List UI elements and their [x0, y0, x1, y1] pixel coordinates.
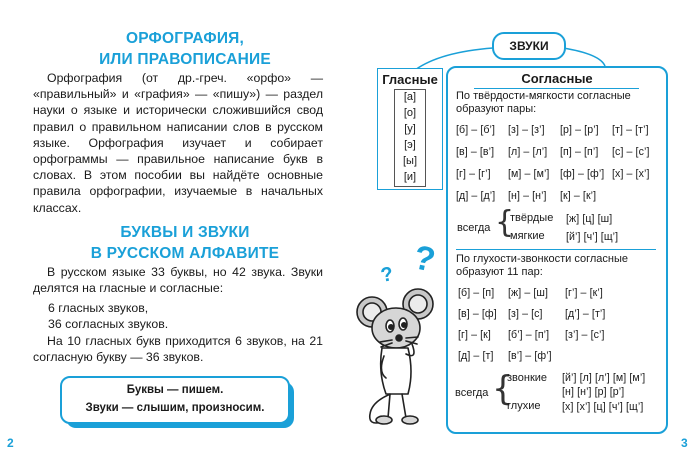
pair-cell: [з] – [с]	[508, 308, 543, 320]
hardness-intro: образуют пары:	[456, 103, 537, 115]
sounds-root-box	[492, 32, 566, 60]
vowels-header: Гласные	[382, 72, 438, 87]
sounds-root-label: ЗВУКИ	[509, 39, 549, 53]
pair-cell: [г] – [к]	[458, 329, 491, 341]
note-line: Звуки — слышим, произносим.	[85, 402, 265, 414]
pair-cell: [г’] – [к’]	[565, 287, 603, 299]
pair-cell: [с] – [с’]	[612, 146, 650, 158]
pair-cell: [з’] – [с’]	[565, 329, 605, 341]
pair-cell: [т] – [т’]	[612, 124, 649, 136]
always-hard-label: твёрдые	[510, 212, 554, 224]
title-line: ОРФОГРАФИЯ,	[125, 30, 245, 47]
always-soft-values: [й’] [ч’] [щ’]	[566, 231, 619, 243]
pair-cell: [б] – [б’]	[456, 124, 496, 136]
consonants-header-divider	[474, 88, 639, 89]
pair-cell: [в] – [в’]	[456, 146, 495, 158]
always-voiced-values: [н] [н’] [р] [р’]	[562, 386, 625, 398]
section-divider	[456, 249, 656, 250]
orthography-paragraph: Орфография (от др.-греч. «орфо» — «правильный» и «графия» — «пишу») — раздел науки о языке и исторически сложившийся свод правил о правильном написании слов в русском языке. Орфография изучает и собирает орфограммы — правильное написание букв в словах. В этом пособии вы найдёте основные правила орфографии, изучаемые в начальных классах.	[33, 71, 323, 215]
consonants-header: Согласные	[521, 71, 593, 86]
page-number-left: 2	[7, 436, 14, 450]
brace-icon: {	[495, 205, 515, 240]
connector-line-consonants	[563, 48, 605, 66]
pair-cell: [п] – [п’]	[560, 146, 599, 158]
always-label: всегда	[457, 222, 491, 234]
pair-cell: [ж] – [ш]	[508, 287, 549, 299]
always-hard-values: [ж] [ц] [ш]	[566, 213, 613, 225]
voicing-intro: образуют 11 пар:	[456, 266, 543, 278]
title-line: ИЛИ ПРАВОПИСАНИЕ	[99, 51, 271, 68]
letters-count-paragraph: На 10 гласных букв приходится 6 звуков, на 21 согласную букву — 36 звуков.	[33, 334, 323, 365]
pair-cell: [д] – [д’]	[456, 190, 496, 202]
always-voiced-values: [й’] [л] [л’] [м] [м’]	[562, 372, 646, 384]
pair-cell: [н] – [н’]	[508, 190, 547, 202]
letters-sounds-paragraph: В русском языке 33 буквы, но 42 звука. Звуки делятся на гласные и согласные:	[33, 265, 323, 296]
always-soft-label: мягкие	[510, 230, 545, 242]
question-mark-icon: ?	[379, 263, 395, 287]
question-mark-icon: ?	[410, 238, 439, 280]
always-voiceless-values: [х] [х’] [ц] [ч’] [щ’]	[562, 401, 644, 413]
title-line: В РУССКОМ АЛФАВИТЕ	[90, 245, 280, 262]
vowels-box	[377, 68, 443, 190]
pair-cell: [з] – [з’]	[508, 124, 545, 136]
pair-cell: [в’] – [ф’]	[508, 350, 552, 362]
pair-cell: [д’] – [т’]	[565, 308, 606, 320]
pair-cell: [ф] – [ф’]	[560, 168, 605, 180]
pair-cell: [б’] – [п’]	[508, 329, 550, 341]
list-item: 36 согласных звуков.	[48, 317, 169, 331]
brace-icon: {	[492, 369, 514, 409]
pair-cell: [х] – [х’]	[612, 168, 650, 180]
hardness-intro: По твёрдости-мягкости согласные	[456, 90, 631, 102]
vowel-item: [э]	[404, 139, 416, 151]
voicing-intro: По глухости-звонкости согласные	[456, 253, 629, 265]
vowel-item: [ы]	[402, 155, 418, 167]
note-line: Буквы — пишем.	[126, 384, 224, 396]
pair-cell: [б] – [п]	[458, 287, 495, 299]
title-line: БУКВЫ И ЗВУКИ	[120, 224, 250, 241]
pair-cell: [к] – [к’]	[560, 190, 597, 202]
always-voiced-label: звонкие	[507, 372, 548, 384]
page-number-right: 3	[681, 436, 688, 450]
vowel-item: [и]	[403, 171, 417, 183]
vowel-item: [а]	[403, 91, 417, 103]
pair-cell: [д] – [т]	[458, 350, 494, 362]
list-item: 6 гласных звуков,	[48, 301, 149, 315]
pair-cell: [р] – [р’]	[560, 124, 599, 136]
vowels-list	[394, 89, 426, 187]
mouse-illustration	[352, 282, 444, 432]
vowel-item: [о]	[403, 107, 417, 119]
always-label: всегда	[455, 387, 489, 399]
always-voiceless-label: глухие	[507, 400, 541, 412]
vowel-item: [у]	[404, 123, 416, 135]
pair-cell: [г] – [г’]	[456, 168, 491, 180]
pair-cell: [л] – [л’]	[508, 146, 548, 158]
pair-cell: [в] – [ф]	[458, 308, 497, 320]
pair-cell: [м] – [м’]	[508, 168, 550, 180]
